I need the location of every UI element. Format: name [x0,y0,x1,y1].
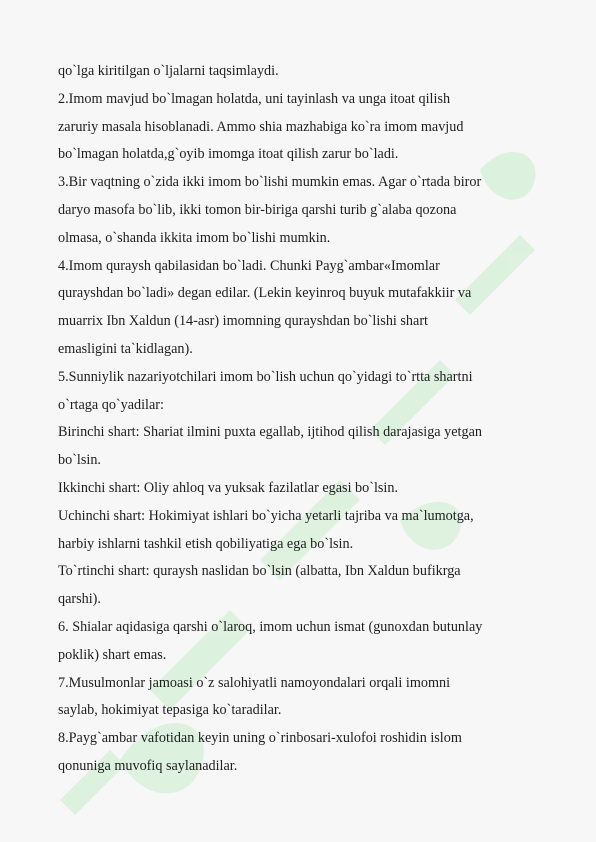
text-line: qo`lga kiritilgan o`ljalarni taqsimlaydi. [58,63,279,79]
text-line: Birinchi shart: Shariat ilmini puxta egallab, ijtihod qilish darajasiga yetgan [58,424,482,441]
text-line: Ikkinchi shart: Oliy ahloq va yuksak fazilatlar egasi bo`lsin. [58,479,399,496]
text-line: 5.Sunniylik nazariyotchilari imom bo`lish uchun qo`yidagi to`rtta shartni [58,368,473,385]
text-line: bo`lsin. [58,452,101,469]
text-line: 3.Bir vaqtning o`zida ikki imom bo`lishi mumkin emas. Agar o`rtada biror [58,174,482,191]
text-line: o`rtaga qo`yadilar: [58,396,164,413]
text-line: daryo masofa bo`lib, ikki tomon bir-biriga qarshi turib g`alaba qozona [58,201,457,218]
text-line: To`rtinchi shart: quraysh naslidan bo`lsin (albatta, Ibn Xaldun bufikrga [58,563,461,580]
text-line: 2.Imom mavjud bo`lmagan holatda, uni tayinlash va unga itoat qilish [58,90,451,107]
text-line: 6. Shialar aqidasiga qarshi o`laroq, imom uchun ismat (gunoxdan butunlay [58,618,483,635]
text-line: bo`lmagan holatda,g`oyib imomga itoat qilish zarur bo`ladi. [58,146,399,163]
document-body [58,58,548,781]
text-line: 7.Musulmonlar jamoasi o`z salohiyatli namoyondalari orqali imomni [58,674,451,691]
text-line: qonuniga muvofiq saylanadilar. [58,757,238,774]
text-line: poklik) shart emas. [58,646,167,663]
text-line: emasligini ta`kidlagan). [58,340,193,357]
text-line: 4.Imom quraysh qabilasidan bo`ladi. Chunki Payg`ambar«Imomlar [58,257,440,274]
text-line: zaruriy masala hisoblanadi. Ammo shia mazhabiga ko`ra imom mavjud [58,118,464,135]
text-line: saylab, hokimiyat tepasiga ko`taradilar. [58,702,282,719]
text-line: Uchinchi shart: Hokimiyat ishlari bo`yicha yetarli tajriba va ma`lumotga, [58,507,474,524]
text-line: qurayshdan bo`ladi» degan edilar. (Lekin keyinroq buyuk mutafakkiir va [58,285,472,302]
text-line: olmasa, o`shanda ikkita imom bo`lishi mumkin. [58,229,331,246]
text-line: 8.Payg`ambar vafotidan keyin uning o`rinbosari-xulofoi roshidin islom [58,730,462,747]
text-line: harbiy ishlarni tashkil etish qobiliyatiga ega bo`lsin. [58,535,354,552]
text-line: muarrix Ibn Xaldun (14-asr) imomning qurayshdan bo`lishi shart [58,313,428,330]
text-line: qarshi). [58,591,101,608]
